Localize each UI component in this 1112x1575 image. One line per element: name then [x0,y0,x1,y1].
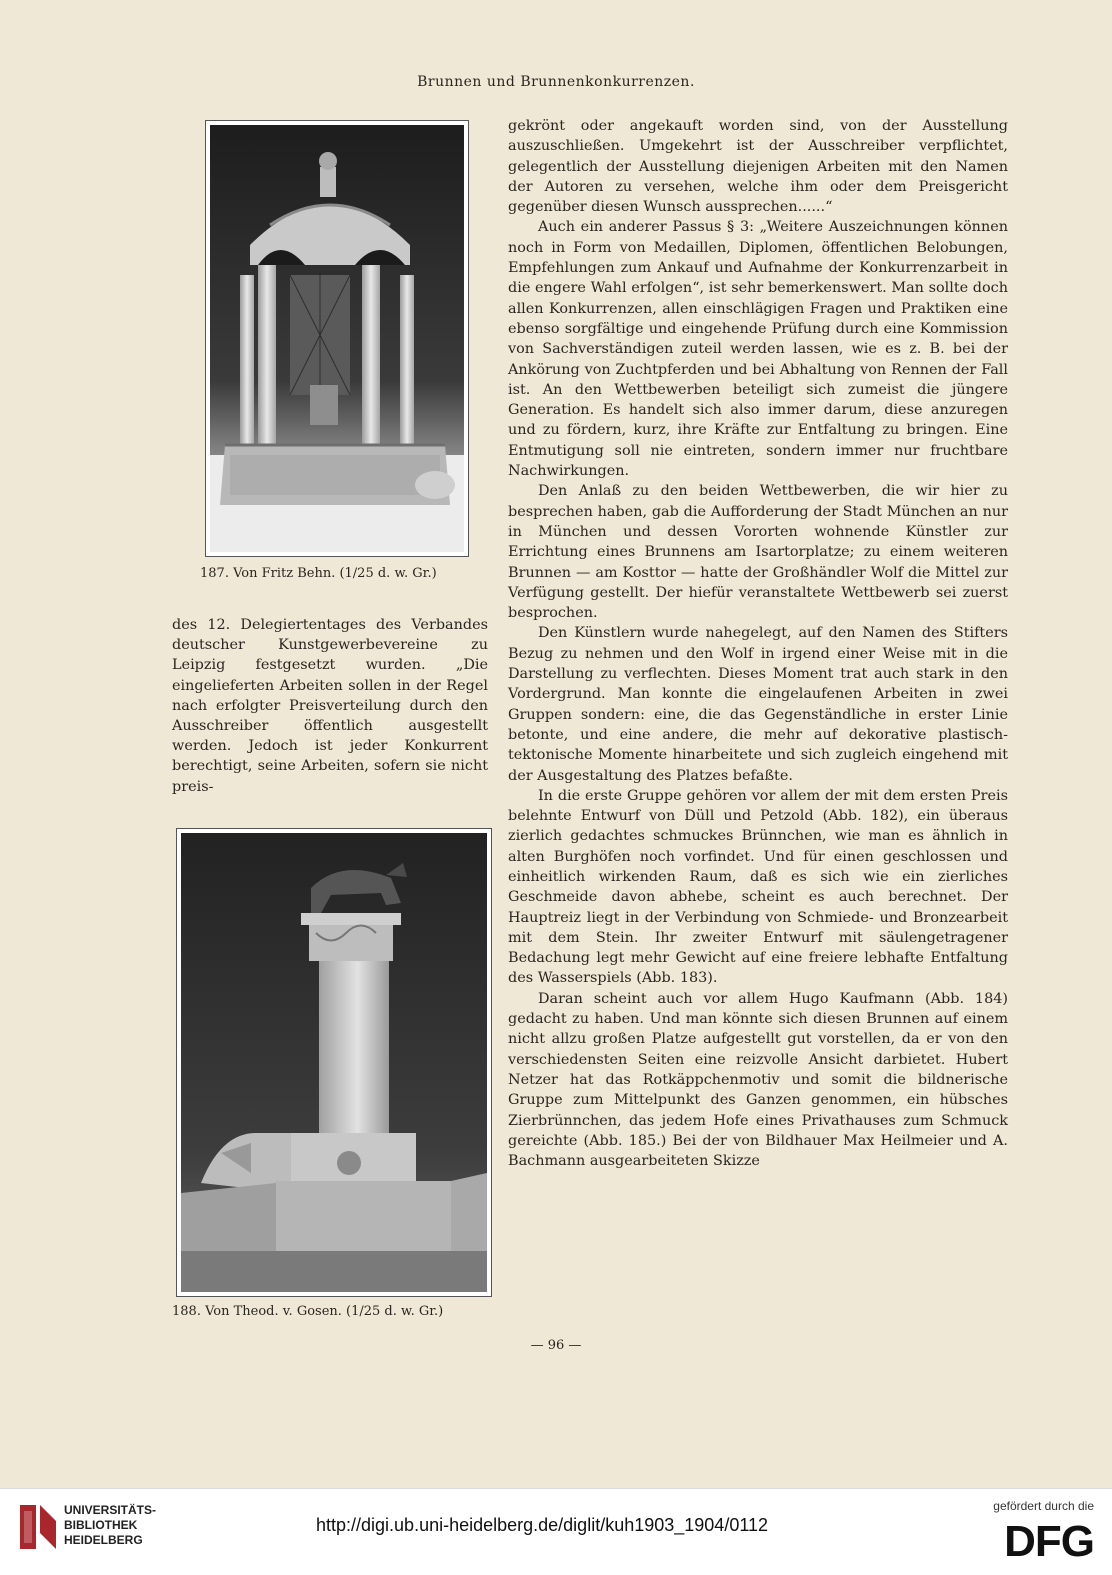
right-paragraph-4: Den Künstlern wurde nahegelegt, auf den Namen des Stifters Bezug zu nehmen und den Wolf in irgend einer Weise mit in die Darstellung zu verflechten. Dieses Moment trat auch stark in den Vordergrund. Man konnte die eingelaufenen Arbeiten in zwei Gruppen sondern: eine, die das Gegenständliche in erster Linie betonte, und eine andere, die mehr auf dekorative plastisch-tektonische Momente hinarbeitete und sich zugleich eingehend mit der Ausgestaltung des Platzes befaßte. [508,625,1008,784]
figure-187-photo [205,120,469,557]
library-logo-icon [18,1501,58,1553]
left-column-text [172,615,488,797]
right-paragraph-1: gekrönt oder angekauft worden sind, von der Ausstellung auszuschließen. Umgekehrt ist der Ausschreiber verpflichtet, gelegentlich der Ausstellung diejenigen Arbeiten mit den Namen der Autoren zu versehen, welche ihm oder dem Preisgericht gegenüber diesen Wunsch aussprechen......“ [508,118,1008,216]
source-url-link[interactable]: http://digi.ub.uni-heidelberg.de/diglit/kuh1903_1904/0112 [316,1515,769,1535]
pavilion-fountain-image [210,125,464,552]
running-title: Brunnen und Brunnenkonkurrenzen. [417,74,695,90]
right-paragraph-6: Daran scheint auch vor allem Hugo Kaufmann (Abb. 184) gedacht zu haben. Und man könnte sich diesen Brunnen auf einem nicht allzu großen Platze aufgestellt gut vorstellen, da er von den verschiedensten Seiten eine reizvolle Ansicht darbietet. Hubert Netzer hat das Rotkäppchenmotiv und somit die bildnerische Gruppe zum Mittelpunkt des Ganzen genommen, ein hübsches Zierbrünnchen, das jedem Hofe eines Privathauses zum Schmuck gereichte (Abb. 185.) Bei der von Bildhauer Max Heilmeier und A. Bachmann ausgearbeiteten Skizze [508,990,1008,1170]
wolf-column-fountain-image [181,833,487,1292]
right-paragraph-2: Auch ein anderer Passus § 3: „Weitere Auszeichnungen können noch in Form von Medaillen, Diplomen, öffentlichen Belobungen, Empfehlungen zum Ankauf und Aufnahme der Konkurrenzarbeit in die engere Wahl erfolgen“, ist sehr bemerkenswert. Man sollte doch allen Konkurrenzen, allen einschlägigen Fragen und Praktiken eine ebenso sorgfältige und eingehende Prüfung durch eine Kommission von Sachverständigen zuteil werden lassen, wie es z. B. bei der Ankörung von Zuchtpferden und bei Abhaltung von Rennen der Fall ist. An den Wettbewerben beteiligt sich zumeist die jüngere Generation. Es handelt sich also immer darum, diese anzuregen und zu fördern, kurz, ihre Kräfte zur Entfaltung zu bringen. Eine Entmutigung soll nie eintreten, sondern immer nur fruchtbare Nachwirkungen. [508,219,1008,480]
page-number: — 96 — [530,1338,582,1353]
digitization-footer [0,1488,1112,1575]
library-name: UNIVERSITÄTS- BIBLIOTHEK HEIDELBERG [64,1503,157,1547]
right-column-text [508,116,1008,1171]
right-paragraph-3: Den Anlaß zu den beiden Wettbewerben, die wir hier zu besprechen haben, gab die Aufforderung der Stadt München an nur in München und dessen Vororten wohnende Künstler zur Errichtung eines Brunnens am Isartorplatze; zu einem weiteren Brunnen — am Kosttor — hatte der Großhändler Wolf die Mittel zur Verfügung gestellt. Der hiefür veranstaltete Wettbewerb sei zuerst besprochen. [508,483,1008,622]
left-paragraph: des 12. Delegiertentages des Verbandes deutscher Kunstgewerbevereine zu Leipzig festgesetzt wurden. „Die eingelieferten Arbeiten sollen in der Regel nach erfolgter Preisverteilung durch den Ausschreiber öffentlich ausgestellt werden. Jedoch ist jeder Konkurrent berechtigt, seine Arbeiten, sofern sie nicht preis- [172,617,488,795]
figure-188-caption: 188. Von Theod. v. Gosen. (1/25 d. w. Gr.) [172,1304,444,1319]
dfg-logo: DFG [1004,1517,1094,1566]
figure-188-photo [176,828,492,1297]
right-paragraph-5: In die erste Gruppe gehören vor allem der mit dem ersten Preis belehnte Entwurf von Düll und Petzold (Abb. 182), ein überaus zierlich gedachtes schmuckes Brünnchen, wie man es ähnlich in alten Burghöfen noch vorfindet. Und für einen geschlossen und einheitlich wirkenden Raum, daß es sich wie ein zierliches Geschmeide davon abhebe, scheint es auch berechnet. Der Hauptreiz liegt in der Verbindung von Schmiede- und Bronzearbeit mit dem Stein. Ihr zweiter Entwurf mit säulengetragener Bedachung legt mehr Gewicht auf eine freiere lebhafte Entfaltung des Wasserspiels (Abb. 183). [508,787,1008,987]
figure-187-caption: 187. Von Fritz Behn. (1/25 d. w. Gr.) [200,566,437,581]
funded-by-label: gefördert durch die [993,1499,1094,1513]
